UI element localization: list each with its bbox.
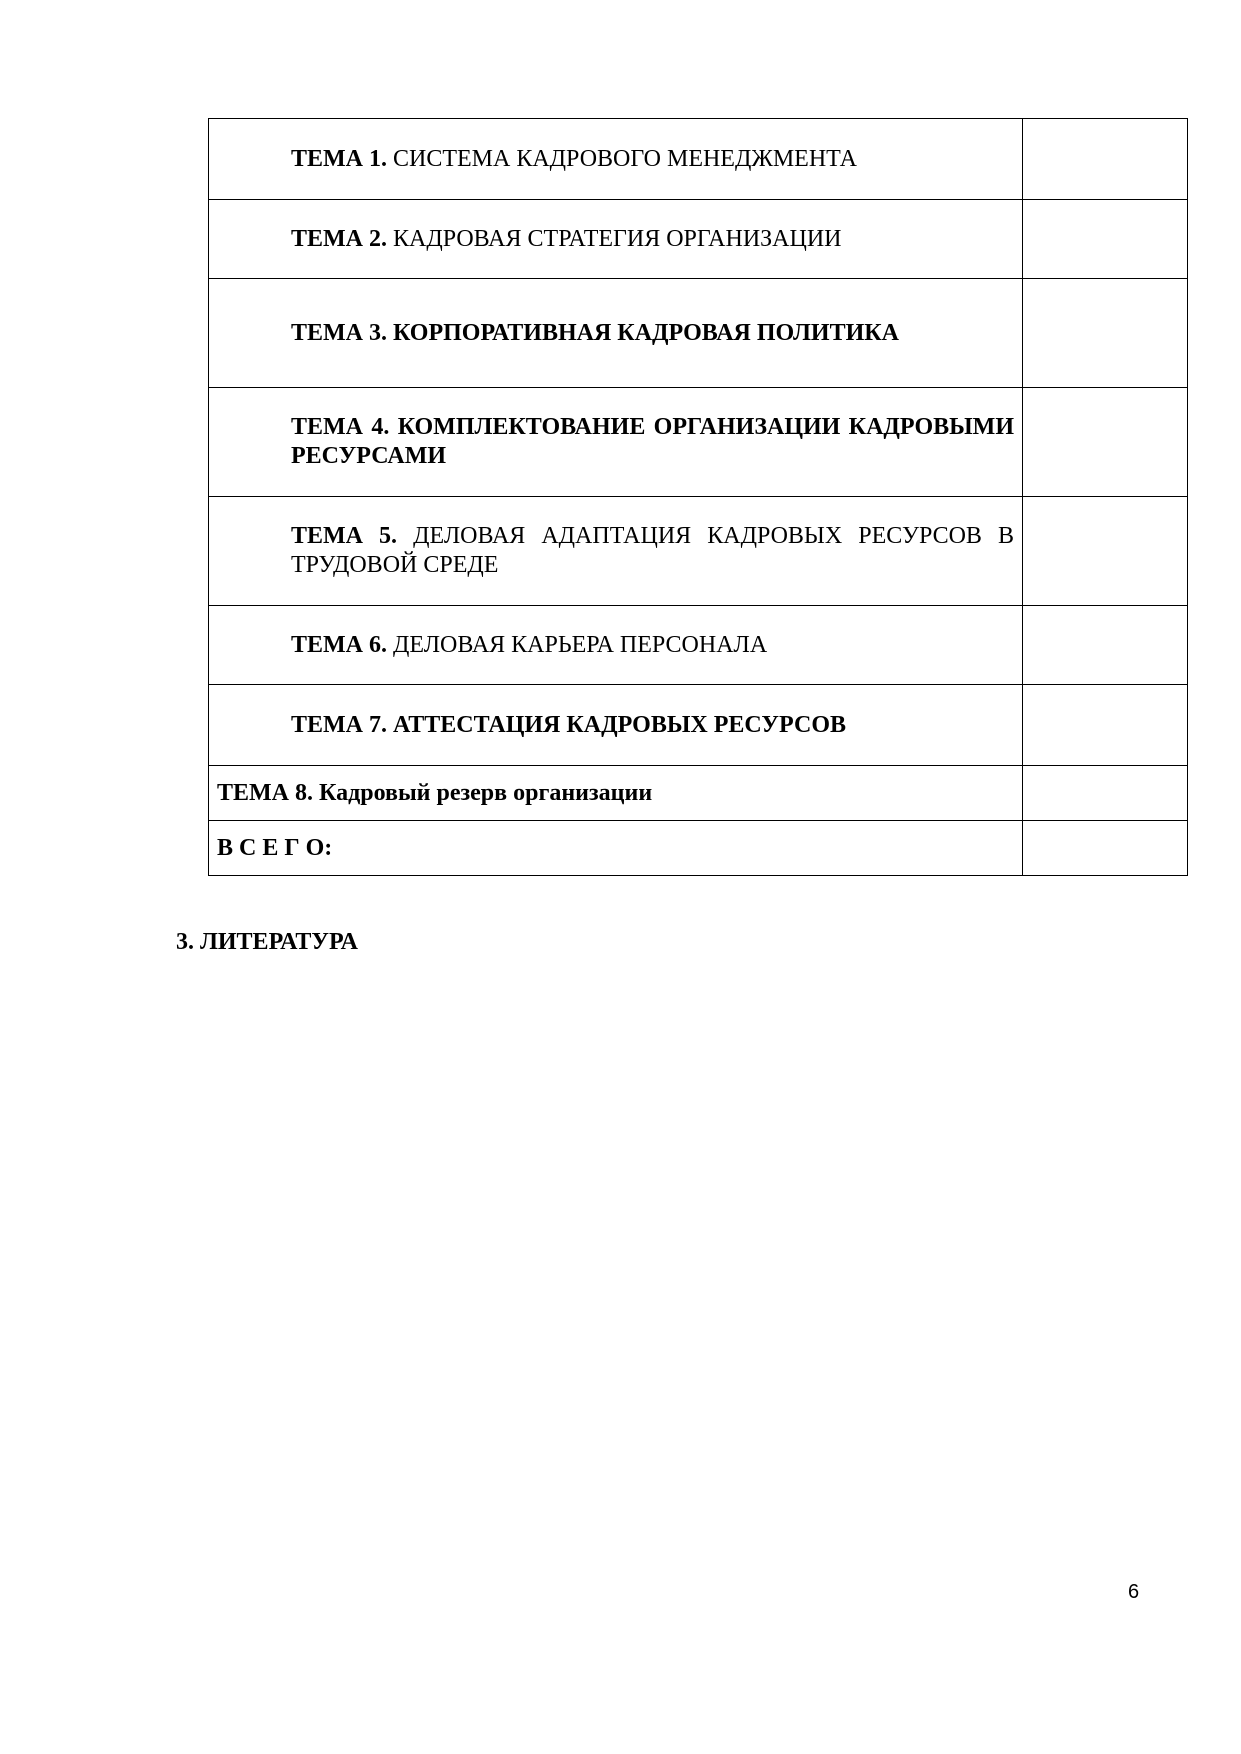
topic-title: АТТЕСТАЦИЯ КАДРОВЫХ РЕСУРСОВ [387,711,846,738]
section-title: 3. ЛИТЕРАТУРА [176,929,358,955]
topic-label: ТЕМА 7. [291,711,387,738]
hours-cell [1023,685,1188,766]
hours-cell [1023,279,1188,388]
total-value-cell [1023,821,1188,876]
total-row [209,821,1188,876]
hours-cell [1023,200,1188,279]
topic-cell [209,279,1023,388]
topic-title: СИСТЕМА КАДРОВОГО МЕНЕДЖМЕНТА [387,145,857,172]
table-row [209,119,1188,200]
topic-cell [209,606,1023,685]
topic-label: ТЕМА 1. [291,145,387,172]
topic-label: ТЕМА 8. [217,779,313,806]
page-number: 6 [1128,1581,1140,1603]
hours-cell [1023,766,1188,821]
topic-label: ТЕМА 4. [291,414,390,440]
topic-label: ТЕМА 6. [291,631,387,658]
topic-cell [209,200,1023,279]
topic-label: ТЕМА 3. [291,319,387,346]
hours-cell [1023,606,1188,685]
hours-cell [1023,497,1188,606]
topic-title: КОРПОРАТИВНАЯ КАДРОВАЯ ПОЛИТИКА [387,319,899,346]
hours-cell [1023,388,1188,497]
topic-cell [209,685,1023,766]
table-row [209,200,1188,279]
table-row [209,606,1188,685]
topic-cell [209,119,1023,200]
topics-table [208,118,1188,876]
topic-title: ДЕЛОВАЯ АДАПТАЦИЯ КАДРОВЫХ РЕСУРСОВ В ТРУДОВОЙ СРЕДЕ [291,523,1014,578]
topic-cell [209,766,1023,821]
table-row [209,388,1188,497]
topic-cell [209,497,1023,606]
total-label: В С Е Г О: [209,821,1023,876]
topic-title: КОМПЛЕКТОВАНИЕ ОРГАНИЗАЦИИ КАДРОВЫМИ РЕСУРСАМИ [291,414,1015,469]
table-row [209,497,1188,606]
topic-label: ТЕМА 5. [291,523,398,549]
topic-title: КАДРОВАЯ СТРАТЕГИЯ ОРГАНИЗАЦИИ [387,225,842,252]
table-row [209,685,1188,766]
topic-title: Кадровый резерв организации [313,779,653,806]
table-row [209,766,1188,821]
topic-title: ДЕЛОВАЯ КАРЬЕРА ПЕРСОНАЛА [387,631,768,658]
topic-cell [209,388,1023,497]
table-row [209,279,1188,388]
topic-label: ТЕМА 2. [291,225,387,252]
hours-cell [1023,119,1188,200]
